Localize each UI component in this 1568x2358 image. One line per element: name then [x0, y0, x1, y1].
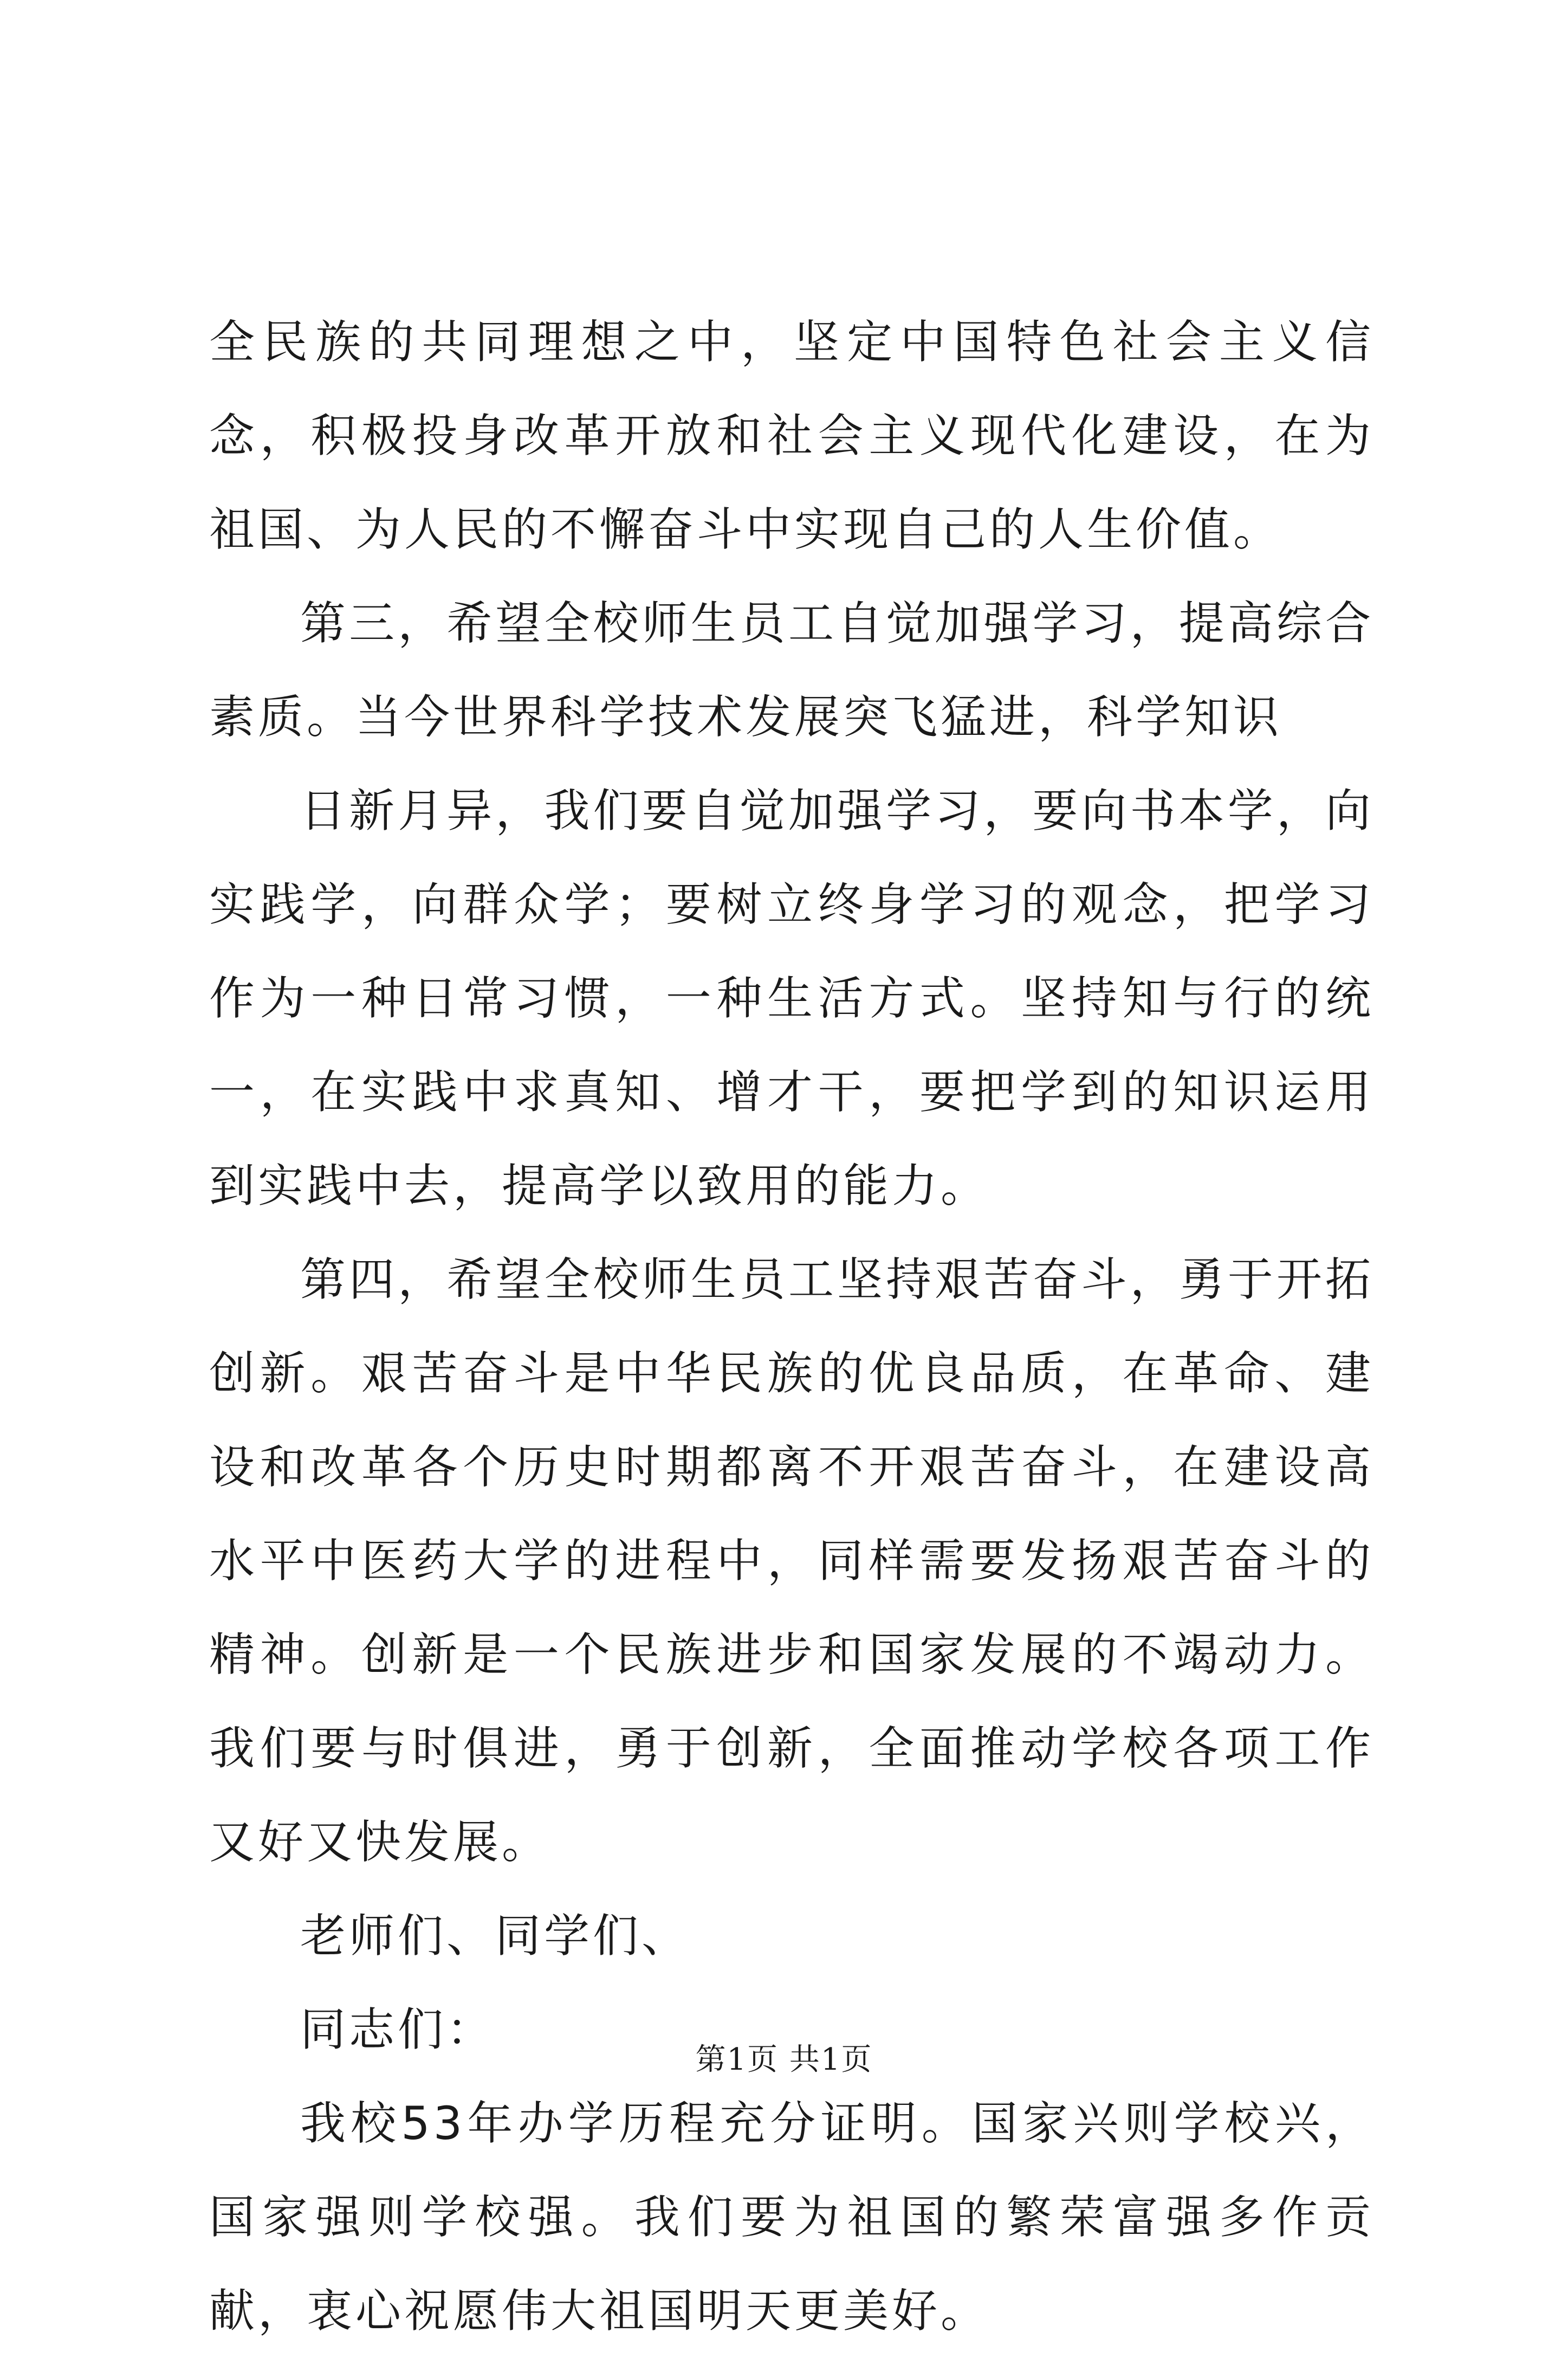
- page-number-footer: 第1页 共1页: [695, 2042, 873, 2077]
- paragraph-comrades: 同志们：: [300, 2003, 496, 2056]
- paragraph-fourth-point: 第四，希望全校师生员工坚持艰苦奋斗，勇于开拓创新。艰苦奋斗是中华民族的优良品质，在革命、建设和改革各个历史时期都离不开艰苦奋斗，在建设高水平中医药大学的进程中，同样需要发扬艰苦奋斗的精神。创新是一个民族进步和国家发展的不竭动力。我们要与时俱进，勇于创新，全面推动学校各项工作又好又快发展。: [209, 1253, 1374, 1869]
- paragraph-continuation: 全民族的共同理想之中，坚定中国特色社会主义信念，积极投身改革开放和社会主义现代化建设，在为祖国、为人民的不懈奋斗中实现自己的人生价值。: [209, 315, 1374, 556]
- paragraph-salutation: 老师们、同学们、: [300, 1909, 691, 1962]
- paragraph-third-point: 第三，希望全校师生员工自觉加强学习，提高综合素质。当今世界科学技术发展突飞猛进，科学知识: [209, 597, 1374, 744]
- paragraph-closing: 我校53年办学历程充分证明。国家兴则学校兴，国家强则学校强。我们要为祖国的繁荣富强多作贡献，衷心祝愿伟大祖国明天更美好。: [209, 2097, 1374, 2337]
- paragraph-learning: 日新月异，我们要自觉加强学习，要向书本学，向实践学，向群众学；要树立终身学习的观念，把学习作为一种日常习惯，一种生活方式。坚持知与行的统一，在实践中求真知、增才干，要把学到的知识运用到实践中去，提高学以致用的能力。: [209, 784, 1374, 1212]
